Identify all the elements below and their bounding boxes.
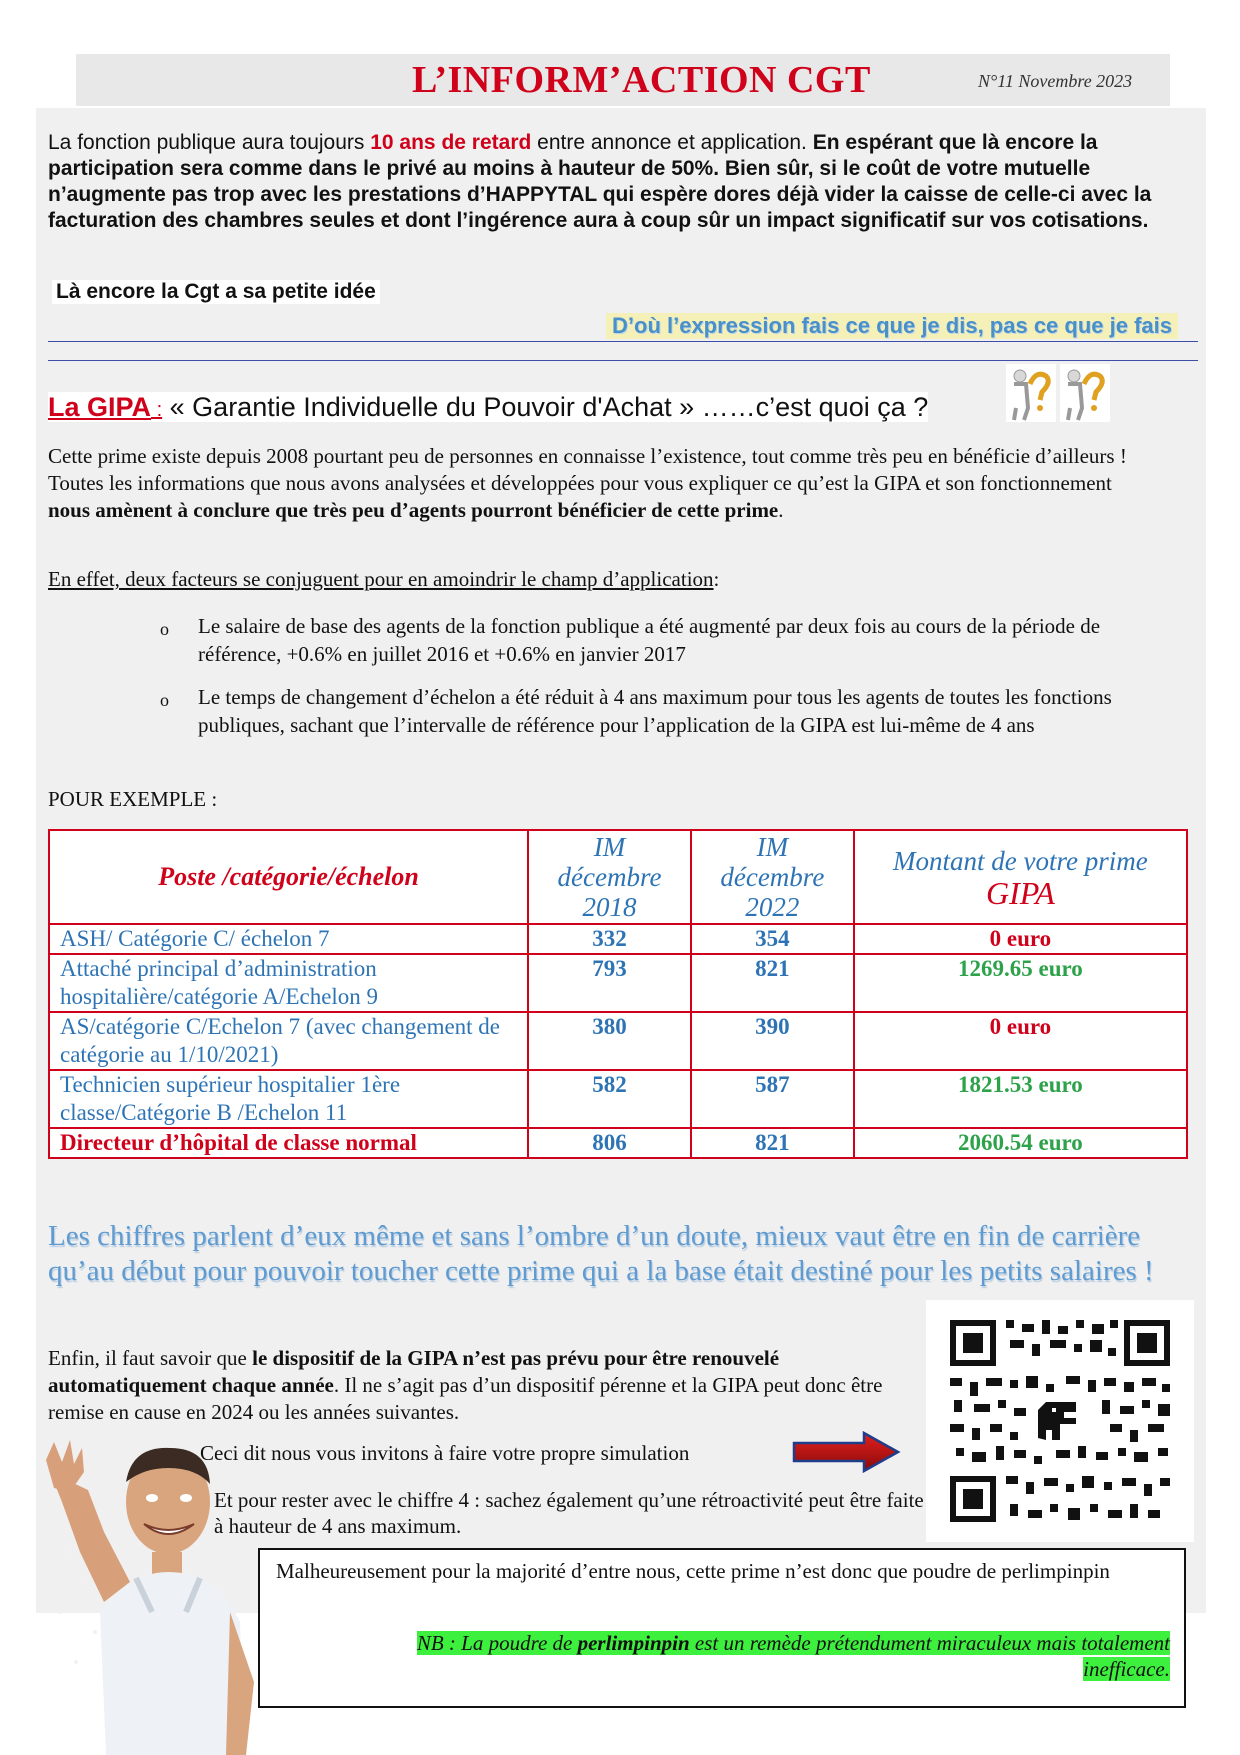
- gipa-heading-text: « Garantie Individuelle du Pouvoir d'Achat » ……c’est quoi ça ?: [162, 392, 929, 422]
- header-im-2022-line: décembre: [720, 862, 825, 892]
- cell-poste: AS/catégorie C/Echelon 7 (avec changement de catégorie au 1/10/2021): [49, 1012, 528, 1070]
- divider-line: [48, 360, 1198, 361]
- person-photo-icon: [40, 1432, 260, 1755]
- factors-intro: [48, 567, 719, 592]
- header-montant-text: Montant de votre prime: [893, 846, 1148, 876]
- enfin-text: Enfin, il faut savoir que: [48, 1346, 253, 1370]
- cell-poste: Directeur d’hôpital de classe normal: [49, 1128, 528, 1158]
- table-row: [49, 954, 1187, 1012]
- bullet-marker: o: [160, 690, 169, 710]
- factors-intro-colon: :: [713, 567, 720, 591]
- cell-poste: Technicien supérieur hospitalier 1ère classe/Catégorie B /Echelon 11: [49, 1070, 528, 1128]
- header-im-2018-line: 2018: [582, 892, 637, 922]
- bullet-item: Le temps de changement d’échelon a été réduit à 4 ans maximum pour tous les agents de toutes les fonctions publiques, sachant que l’intervalle de référence pour l’application de la GIPA est lui-même de 4 ans: [198, 685, 1112, 737]
- header-montant-gipa: GIPA: [986, 875, 1055, 911]
- cell-montant: 1821.53 euro: [854, 1070, 1187, 1128]
- header-im-2022: [691, 830, 854, 924]
- cell-montant: 1269.65 euro: [854, 954, 1187, 1012]
- divider-line: [48, 341, 1198, 342]
- cell-im-2018: 806: [528, 1128, 691, 1158]
- cell-montant: 0 euro: [854, 924, 1187, 954]
- qr-code-box[interactable]: [926, 1300, 1194, 1542]
- qr-code-icon: [926, 1300, 1194, 1542]
- expression-banner: D’où l’expression fais ce que je dis, pas ce que je fais: [606, 313, 1178, 339]
- conclusion-text: Malheureusement pour la majorité d’entre nous, cette prime n’est donc que poudre de perlimpinpin: [276, 1559, 1110, 1583]
- table-header-row: [49, 830, 1187, 924]
- issue-number: N°11 Novembre 2023: [978, 71, 1133, 91]
- cell-montant: 2060.54 euro: [854, 1128, 1187, 1158]
- intro-paragraph: [48, 130, 1198, 234]
- bullet-marker: o: [160, 619, 169, 639]
- intro-highlight: 10 ans de retard: [370, 131, 532, 154]
- chiffres-statement: Les chiffres parlent d’eux même et sans l’ombre d’un doute, mieux vaut être en fin de carrière qu’au début pour pouvoir toucher cette prime qui a la base était destiné pour les petits salaires !: [48, 1220, 1154, 1287]
- table-row: [49, 1128, 1187, 1158]
- cell-im-2022: 390: [691, 1012, 854, 1070]
- gipa-intro-paragraph: [48, 443, 1158, 524]
- cell-im-2022: 821: [691, 954, 854, 1012]
- table-row: [49, 1012, 1187, 1070]
- nb-bold: perlimpinpin: [577, 1631, 690, 1655]
- cell-im-2018: 380: [528, 1012, 691, 1070]
- header-im-2018: [528, 830, 691, 924]
- nb-text: NB : La poudre de: [416, 1631, 578, 1655]
- retroactivity-note: Et pour rester avec le chiffre 4 : sachez également qu’une rétroactivité peut être faite à hauteur de 4 ans maximum.: [214, 1488, 924, 1538]
- cgt-idea-label: Là encore la Cgt a sa petite idée: [52, 280, 380, 304]
- header-poste: Poste /catégorie/échelon: [49, 830, 528, 924]
- enfin-end: . Il ne s’agit pas d’un dispositif pérenne et la GIPA peut donc être remise en cause en 2024 ou les années suivantes.: [48, 1373, 883, 1424]
- cell-im-2022: 821: [691, 1128, 854, 1158]
- enfin-paragraph: [48, 1345, 898, 1426]
- par1-bold: nous amènent à conclure que très peu d’agents pourront bénéficier de cette prime: [48, 498, 779, 522]
- cell-poste: Attaché principal d’administration hospitalière/catégorie A/Echelon 9: [49, 954, 528, 1012]
- enfin-bold: le dispositif de la GIPA n’est pas prévu pour être renouvelé automatiquement chaque année: [48, 1346, 780, 1397]
- right-arrow-icon[interactable]: [792, 1431, 902, 1473]
- par1-text: Cette prime existe depuis 2008 pourtant peu de personnes en connaisse l’existence, tout comme très peu en bénéficie d’ailleurs ! Toutes les informations que nous avons analysées et développées pour vous expliquer ce qu’est la GIPA et son fonctionnement: [48, 444, 1127, 495]
- header-im-2022-line: IM: [756, 832, 789, 862]
- conclusion-box: [258, 1548, 1186, 1708]
- gipa-acronym: La GIPA: [48, 392, 152, 422]
- nb-note: [330, 1630, 1170, 1682]
- cell-im-2022: 587: [691, 1070, 854, 1128]
- newsletter-title: L’INFORM’ACTION CGT: [412, 59, 871, 101]
- cell-poste: ASH/ Catégorie C/ échelon 7: [49, 924, 528, 954]
- header-montant: [854, 830, 1187, 924]
- thinking-figure-icon: [1060, 364, 1110, 422]
- gipa-colon: :: [151, 399, 163, 421]
- nb-end: est un remède prétendument miraculeux mais totalement inefficace.: [689, 1631, 1170, 1681]
- factors-intro-text: En effet, deux facteurs se conjuguent pour en amoindrir le champ d’application: [48, 567, 714, 591]
- intro-text-1: La fonction publique aura toujours: [48, 131, 371, 154]
- gipa-heading: [48, 392, 928, 423]
- table-row: [49, 924, 1187, 954]
- thinking-figure-icon: [1006, 364, 1056, 422]
- example-label: POUR EXEMPLE :: [48, 787, 218, 811]
- header-im-2022-line: 2022: [745, 892, 800, 922]
- bullet-item: Le salaire de base des agents de la fonction publique a été augmenté par deux fois au cours de la période de référence, +0.6% en juillet 2016 et +0.6% en janvier 2017: [198, 614, 1101, 666]
- intro-text-2: entre annonce et application.: [531, 131, 813, 154]
- gipa-table: [48, 829, 1188, 1159]
- cell-montant: 0 euro: [854, 1012, 1187, 1070]
- header-im-2018-line: décembre: [557, 862, 662, 892]
- simulation-invite: Ceci dit nous vous invitons à faire votre propre simulation: [200, 1441, 690, 1465]
- header-im-2018-line: IM: [593, 832, 626, 862]
- cell-im-2018: 793: [528, 954, 691, 1012]
- cell-im-2022: 354: [691, 924, 854, 954]
- intro-bold-text: En espérant que là encore la participation sera comme dans le privé au moins à hauteur de 50%. Bien sûr, si le coût de votre mutuelle n’augmente pas trop avec les prestations d’HAPPYTAL qui espère dores déjà vider la caisse de celle-ci avec la facturation des chambres seules et dont l’ingérence aura à coup sûr un impact significatif sur vos cotisations.: [48, 131, 1152, 232]
- table-row: [49, 1070, 1187, 1128]
- cell-im-2018: 332: [528, 924, 691, 954]
- cell-im-2018: 582: [528, 1070, 691, 1128]
- par1-end: .: [778, 498, 784, 522]
